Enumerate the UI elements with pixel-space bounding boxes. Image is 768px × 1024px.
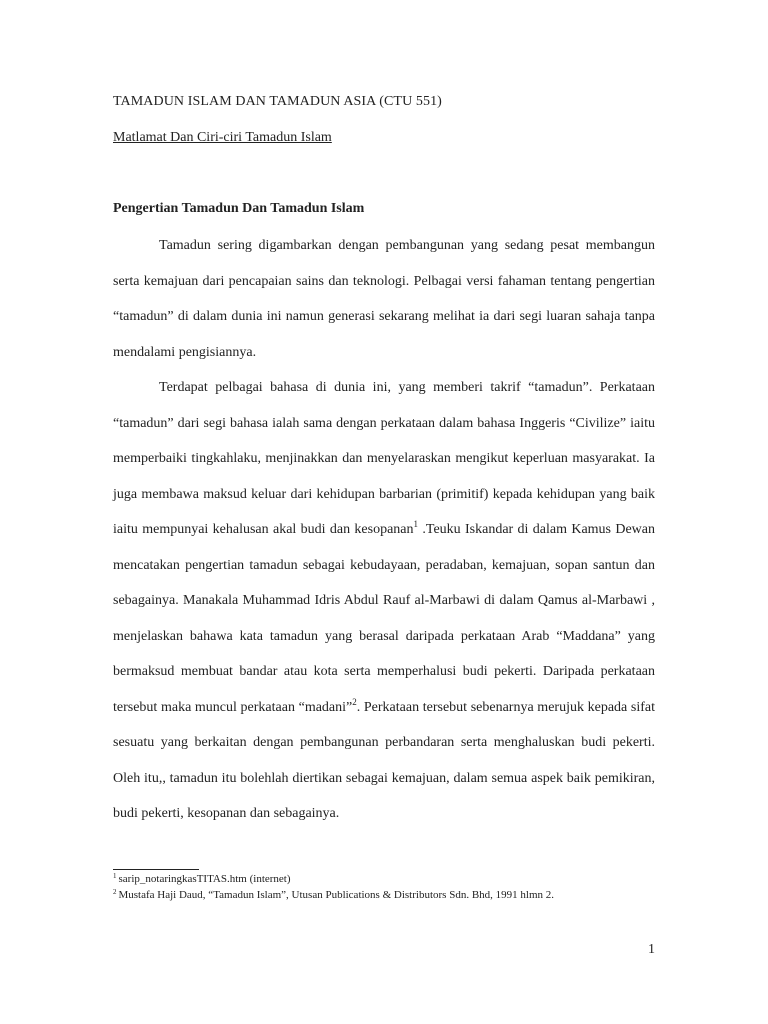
footnote-text: Mustafa Haji Daud, “Tamadun Islam”, Utusan Publications & Distributors Sdn. Bhd, 1991 hlmn 2. (118, 889, 555, 901)
paragraph-2-text-c: . Perkataan tersebut sebenarnya merujuk kepada sifat sesuatu yang berkaitan dengan pembangunan perbandaran serta menghaluskan budi pekerti. Oleh itu,, tamadun itu bolehlah diertikan sebagai kemajuan, dalam semua aspek baik pemikiran, budi pekerti, kesopanan dan sebagainya. (113, 699, 655, 821)
footnote-text: sarip_notaringkasTITAS.htm (internet) (118, 873, 291, 885)
footnote-reference-1[interactable]: 1 (413, 519, 419, 529)
paragraph-2-text-a: Terdapat pelbagai bahasa di dunia ini, yang memberi takrif “tamadun”. Perkataan “tamadun” dari segi bahasa ialah sama dengan perkataan dalam bahasa Inggeris “Civilize” iaitu memperbaiki tingkahlaku, menjinakkan dan menyelaraskan mengikut keperluan masyarakat. Ia juga membawa maksud keluar dari kehidupan barbarian (primitif) kepada kehidupan yang baik iaitu mempunyai kehalusan akal budi dan kesopanan (113, 380, 655, 537)
paragraph-2 (113, 370, 655, 832)
footnote-mark: 1 (113, 872, 117, 880)
footnote-separator (113, 869, 199, 870)
page-number: 1 (648, 942, 655, 957)
footnote-1 (113, 871, 673, 887)
footnotes (113, 871, 673, 903)
document-subtitle: Matlamat Dan Ciri-ciri Tamadun Islam (113, 130, 332, 145)
section-heading: Pengertian Tamadun Dan Tamadun Islam (113, 201, 365, 216)
document-page (113, 0, 655, 1024)
footnote-mark: 2 (113, 888, 117, 896)
paragraph-1: Tamadun sering digambarkan dengan pembangunan yang sedang pesat membangun serta kemajuan dari pencapaian sains dan teknologi. Pelbagai versi fahaman tentang pengertian “tamadun” di dalam dunia ini namun generasi sekarang melihat ia dari segi luaran sahaja tanpa mendalami pengisiannya. (113, 238, 655, 360)
course-title: TAMADUN ISLAM DAN TAMADUN ASIA (CTU 551) (113, 94, 442, 109)
paragraph-2-text-b: .Teuku Iskandar di dalam Kamus Dewan mencatakan pengertian tamadun sebagai kebudayaan, peradaban, kemajuan, sopan santun dan sebagainya. Manakala Muhammad Idris Abdul Rauf al-Marbawi di dalam Qamus al-Marbawi , menjelaskan bahawa kata tamadun yang berasal daripada perkataan Arab “Maddana” yang bermaksud membuat bandar atau kota serta memperhalusi budi pekerti. Daripada perkataan tersebut maka muncul perkataan “madani” (113, 522, 655, 715)
footnote-2 (113, 887, 673, 903)
footnote-reference-2[interactable]: 2 (352, 696, 357, 707)
